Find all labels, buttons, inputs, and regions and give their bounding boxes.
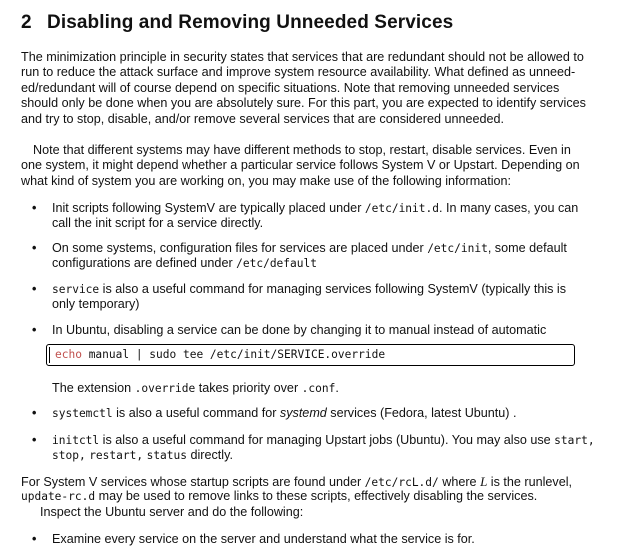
code-line[interactable]: echo manual | sudo tee /etc/init/SERVICE.override bbox=[55, 348, 386, 361]
bullet-icon: • bbox=[32, 201, 37, 215]
text-line: call the init script for a service directly. bbox=[52, 216, 264, 231]
text-line: Inspect the Ubuntu server and do the following: bbox=[40, 504, 304, 519]
text-line: what kind of system you are working on, you may make use of the following information: bbox=[21, 173, 511, 188]
text-line: initctl is also a useful command for managing Upstart jobs (Ubuntu). You may also use start, bbox=[52, 433, 595, 447]
document-page: 2 Disabling and Removing Unneeded Services The minimization principle in security states that services that are redundant should not be allowed to run to reduce the attack surface and improve system resource availability. What defined as unneed- ed/redundant will of course depend on specific situations. Note that removing unneeded services should only be done when you are absolutely sure. For this part, you are expected to identify services and try to stop, disable, and/or remove several services that are considered unneeded. Note that different systems may have different methods to stop, restart, disable services. Even in one system, it might depend whether a particular service follows System V or Upstart. Depending on what kind of system you are working on, you may make use of the following information: • Init scripts following SystemV are typically placed under /etc/init.d. In many cases, you can call the init script for a service directly. • On some systems, configuration files for services are placed under /etc/init, some default configurations are defined under /etc/default • service is also a useful command for managing services following SystemV (typically this is only temporary) • In Ubuntu, disabling a service can be done by changing it to manual instead of automatic echo manual | sudo tee /etc/init/SERVICE.override The extension .override takes priority over .conf. • systemctl is also a useful command for systemd services (Fedora, latest Ubuntu) . • initctl is also a useful command for managing Upstart jobs (Ubuntu). You may also use start, stop, restart, status directly. For System V services whose startup scripts are found under /etc/rcL.d/ where L is the runlevel, update-rc.d may be used to remove links to these scripts, effectively disabling the services. Inspect the Ubuntu server and do the following: • Examine every service on the server and understand what the service is for. bbox=[21, 12, 595, 546]
section-title: Disabling and Removing Unneeded Services bbox=[47, 12, 454, 33]
bullet-icon: • bbox=[32, 406, 37, 420]
text-line: Examine every service on the server and understand what the service is for. bbox=[52, 532, 475, 546]
bullet-icon: • bbox=[32, 433, 37, 447]
text-line: For System V services whose startup scripts are found under /etc/rcL.d/ where L is the runlevel, bbox=[21, 474, 573, 489]
code-block-rule bbox=[49, 347, 50, 363]
bullet-icon: • bbox=[32, 323, 37, 337]
text-line: In Ubuntu, disabling a service can be done by changing it to manual instead of automatic bbox=[52, 323, 547, 337]
text-line: and try to stop, disable, and/or remove several services that are considered unneeded. bbox=[21, 111, 505, 126]
text-line: update-rc.d may be used to remove links to these scripts, effectively disabling the services. bbox=[21, 489, 538, 504]
text-line: one system, it might depend whether a particular service follows System V or Upstart. Depending on bbox=[21, 158, 580, 173]
section-heading bbox=[21, 12, 453, 34]
text-line: run to reduce the attack surface and improve system resource availability. What defined as unneed- bbox=[21, 65, 576, 80]
text-line: configurations are defined under /etc/default bbox=[52, 256, 317, 271]
text-line: service is also a useful command for managing services following SystemV (typically this is bbox=[52, 282, 567, 296]
text-line: On some systems, configuration files for services are placed under /etc/init, some default bbox=[52, 241, 567, 255]
bullet-icon: • bbox=[32, 532, 37, 546]
text-line: Init scripts following SystemV are typically placed under /etc/init.d. In many cases, you can bbox=[52, 201, 579, 215]
text-line: systemctl is also a useful command for systemd services (Fedora, latest Ubuntu) . bbox=[52, 406, 517, 420]
text-line: only temporary) bbox=[52, 297, 140, 312]
text-line: Note that different systems may have different methods to stop, restart, disable services. Even in bbox=[33, 143, 571, 157]
bullet-icon: • bbox=[32, 241, 37, 255]
text-line: should only be done when you are absolutely sure. For this part, you are expected to identify services bbox=[21, 96, 586, 111]
text-line: stop, restart, status directly. bbox=[52, 448, 233, 463]
text-line: The minimization principle in security states that services that are redundant should not be allowed to bbox=[21, 50, 584, 64]
text-line: ed/redundant will of course depend on specific situations. Note that removing unneeded services bbox=[21, 80, 560, 95]
section-number: 2 bbox=[21, 12, 32, 33]
code-block[interactable] bbox=[46, 344, 575, 366]
bullet-icon: • bbox=[32, 282, 37, 296]
